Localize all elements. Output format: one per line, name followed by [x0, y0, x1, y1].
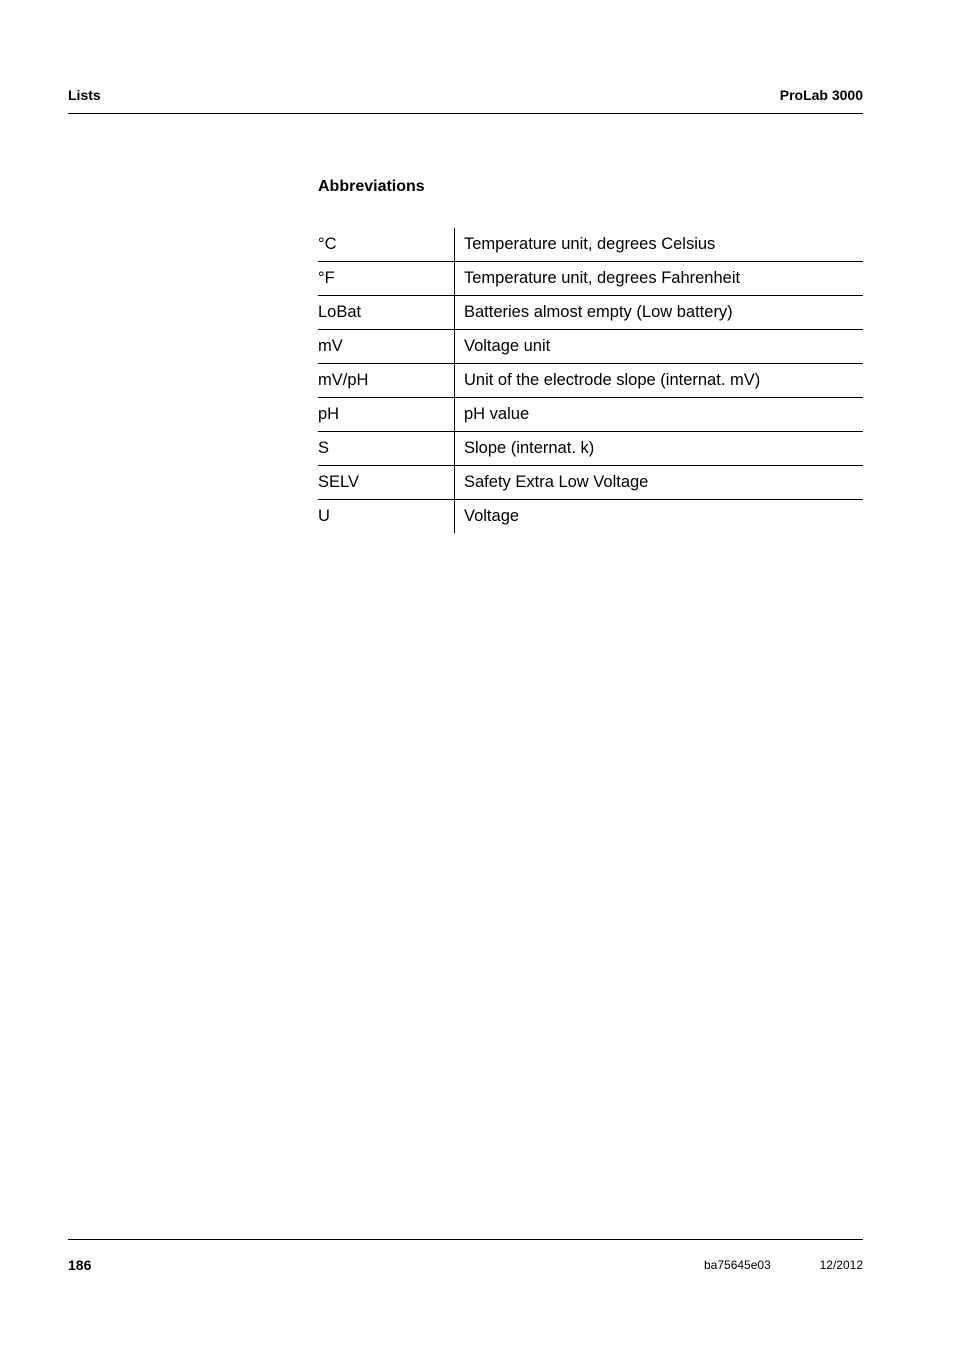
page-number: 186: [68, 1257, 92, 1273]
table-row: [318, 398, 863, 432]
abbreviation-term: LoBat: [318, 296, 455, 330]
footer-divider: [68, 1239, 863, 1240]
table-row: [318, 500, 863, 534]
abbreviation-description: Unit of the electrode slope (internat. mV): [455, 364, 864, 398]
abbreviation-term: U: [318, 500, 455, 534]
abbreviation-description: Voltage: [464, 507, 520, 525]
abbreviation-term: °F: [318, 262, 455, 296]
table-row: [318, 432, 863, 466]
abbreviation-term: SELV: [318, 466, 455, 500]
header-divider: [68, 113, 863, 114]
table-row: [318, 262, 863, 296]
document-id: ba75645e03: [704, 1258, 771, 1272]
abbreviation-description: Slope (internat. k): [455, 432, 864, 466]
abbreviation-description: Temperature unit, degrees Fahrenheit: [455, 262, 864, 296]
abbreviation-term: °C: [318, 228, 455, 262]
table-row: [318, 296, 863, 330]
abbreviation-description: Voltage unit: [455, 330, 864, 364]
abbreviation-term: mV: [318, 330, 455, 364]
table-row: [318, 228, 863, 262]
header-section-name: Lists: [68, 87, 101, 103]
abbreviation-description: Safety Extra Low Voltage: [455, 466, 864, 500]
table-row: [318, 466, 863, 500]
abbreviations-table: [318, 228, 863, 533]
abbreviation-description: pH value: [455, 398, 864, 432]
abbreviation-description: Batteries almost empty (Low battery): [455, 296, 864, 330]
abbreviation-term: S: [318, 432, 455, 466]
header-product-name: ProLab 3000: [779, 87, 863, 103]
abbreviation-term: mV/pH: [318, 364, 455, 398]
abbreviation-description: Temperature unit, degrees Celsius: [455, 228, 864, 262]
table-row: [318, 330, 863, 364]
table-row: [318, 364, 863, 398]
section-title: Abbreviations: [318, 178, 425, 195]
document-date: 12/2012: [819, 1258, 863, 1272]
abbreviation-term: pH: [318, 398, 455, 432]
